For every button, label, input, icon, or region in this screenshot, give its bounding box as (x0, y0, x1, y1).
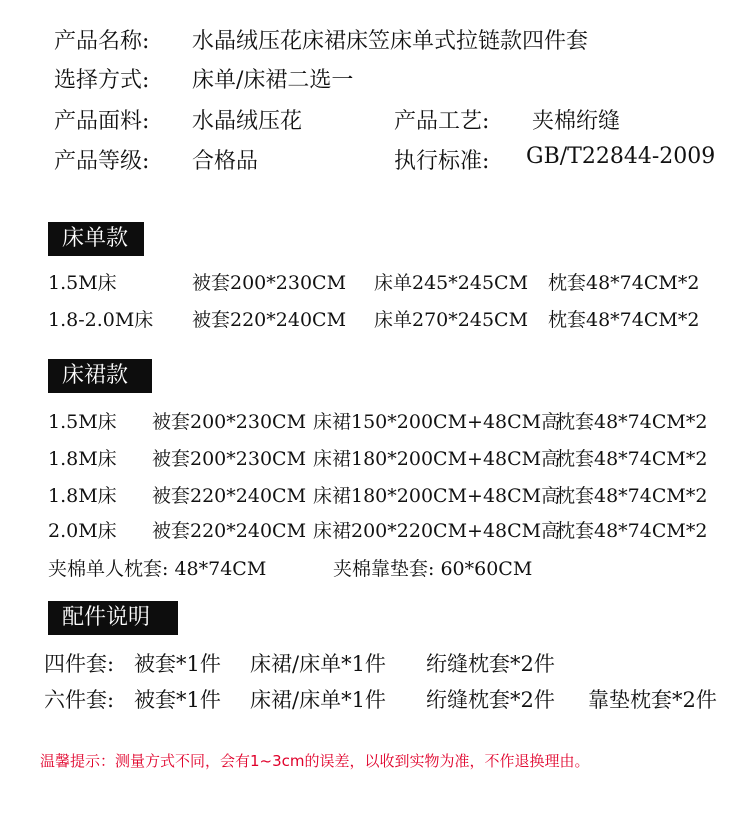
grade-value: 合格品 (192, 149, 259, 174)
duvet-cell: 被套200*230CM (192, 272, 347, 294)
six-piece-sheet: 床裙/床单*1件 (250, 688, 386, 712)
skirt-section-header: 床裙款 (48, 359, 152, 393)
size-cell: 1.8M床 (48, 448, 117, 470)
standard-value: GB/T22844-2009 (526, 144, 716, 169)
duvet-cell: 被套220*240CM (152, 520, 307, 542)
craft-value: 夹棉绗缝 (532, 109, 621, 134)
size-cell: 1.5M床 (48, 411, 117, 433)
size-cell: 2.0M床 (48, 520, 117, 542)
four-piece-pillow: 绗缝枕套*2件 (426, 652, 555, 676)
skirt-cell: 床裙180*200CM+48CM高 (313, 448, 561, 470)
duvet-cell: 被套220*240CM (152, 485, 307, 507)
product-name-value: 水晶绒压花床裙床笠床单式拉链款四件套 (192, 29, 589, 54)
pillow-cell: 枕套48*74CM*2 (556, 411, 708, 433)
four-piece-label: 四件套: (44, 652, 115, 676)
duvet-cell: 被套200*230CM (152, 411, 307, 433)
sheet-section-header: 床单款 (48, 222, 144, 256)
six-piece-label: 六件套: (44, 688, 115, 712)
standard-label: 执行标准: (394, 149, 490, 174)
skirt-cell: 床裙200*220CM+48CM高 (313, 520, 561, 542)
four-piece-sheet: 床裙/床单*1件 (250, 652, 386, 676)
pillow-cell: 枕套48*74CM*2 (548, 272, 700, 294)
pillow-cell: 枕套48*74CM*2 (556, 485, 708, 507)
fabric-value: 水晶绒压花 (192, 109, 303, 134)
pillow-cell: 枕套48*74CM*2 (548, 309, 700, 331)
pillow-cell: 枕套48*74CM*2 (556, 520, 708, 542)
choice-value: 床单/床裙二选一 (192, 68, 354, 93)
duvet-cell: 被套220*240CM (192, 309, 347, 331)
choice-label: 选择方式: (54, 68, 150, 93)
craft-label: 产品工艺: (394, 109, 490, 134)
six-piece-duvet: 被套*1件 (134, 688, 221, 712)
six-piece-cushion: 靠垫枕套*2件 (588, 688, 717, 712)
size-cell: 1.8-2.0M床 (48, 309, 154, 331)
extra-cushion: 夹棉靠垫套: 60*60CM (333, 558, 533, 580)
sheet-cell: 床单270*245CM (374, 309, 529, 331)
size-cell: 1.8M床 (48, 485, 117, 507)
skirt-cell: 床裙180*200CM+48CM高 (313, 485, 561, 507)
pillow-cell: 枕套48*74CM*2 (556, 448, 708, 470)
skirt-cell: 床裙150*200CM+48CM高 (313, 411, 561, 433)
size-cell: 1.5M床 (48, 272, 117, 294)
extra-pillow: 夹棉单人枕套: 48*74CM (48, 558, 267, 580)
fabric-label: 产品面料: (54, 109, 150, 134)
product-name-label: 产品名称: (54, 29, 150, 54)
warm-tip-note: 温馨提示：测量方式不同，会有1~3cm的误差，以收到实物为准，不作退换理由。 (40, 752, 590, 770)
six-piece-pillow: 绗缝枕套*2件 (426, 688, 555, 712)
sheet-cell: 床单245*245CM (374, 272, 529, 294)
accessory-section-header: 配件说明 (48, 601, 178, 635)
duvet-cell: 被套200*230CM (152, 448, 307, 470)
four-piece-duvet: 被套*1件 (134, 652, 221, 676)
grade-label: 产品等级: (54, 149, 150, 174)
